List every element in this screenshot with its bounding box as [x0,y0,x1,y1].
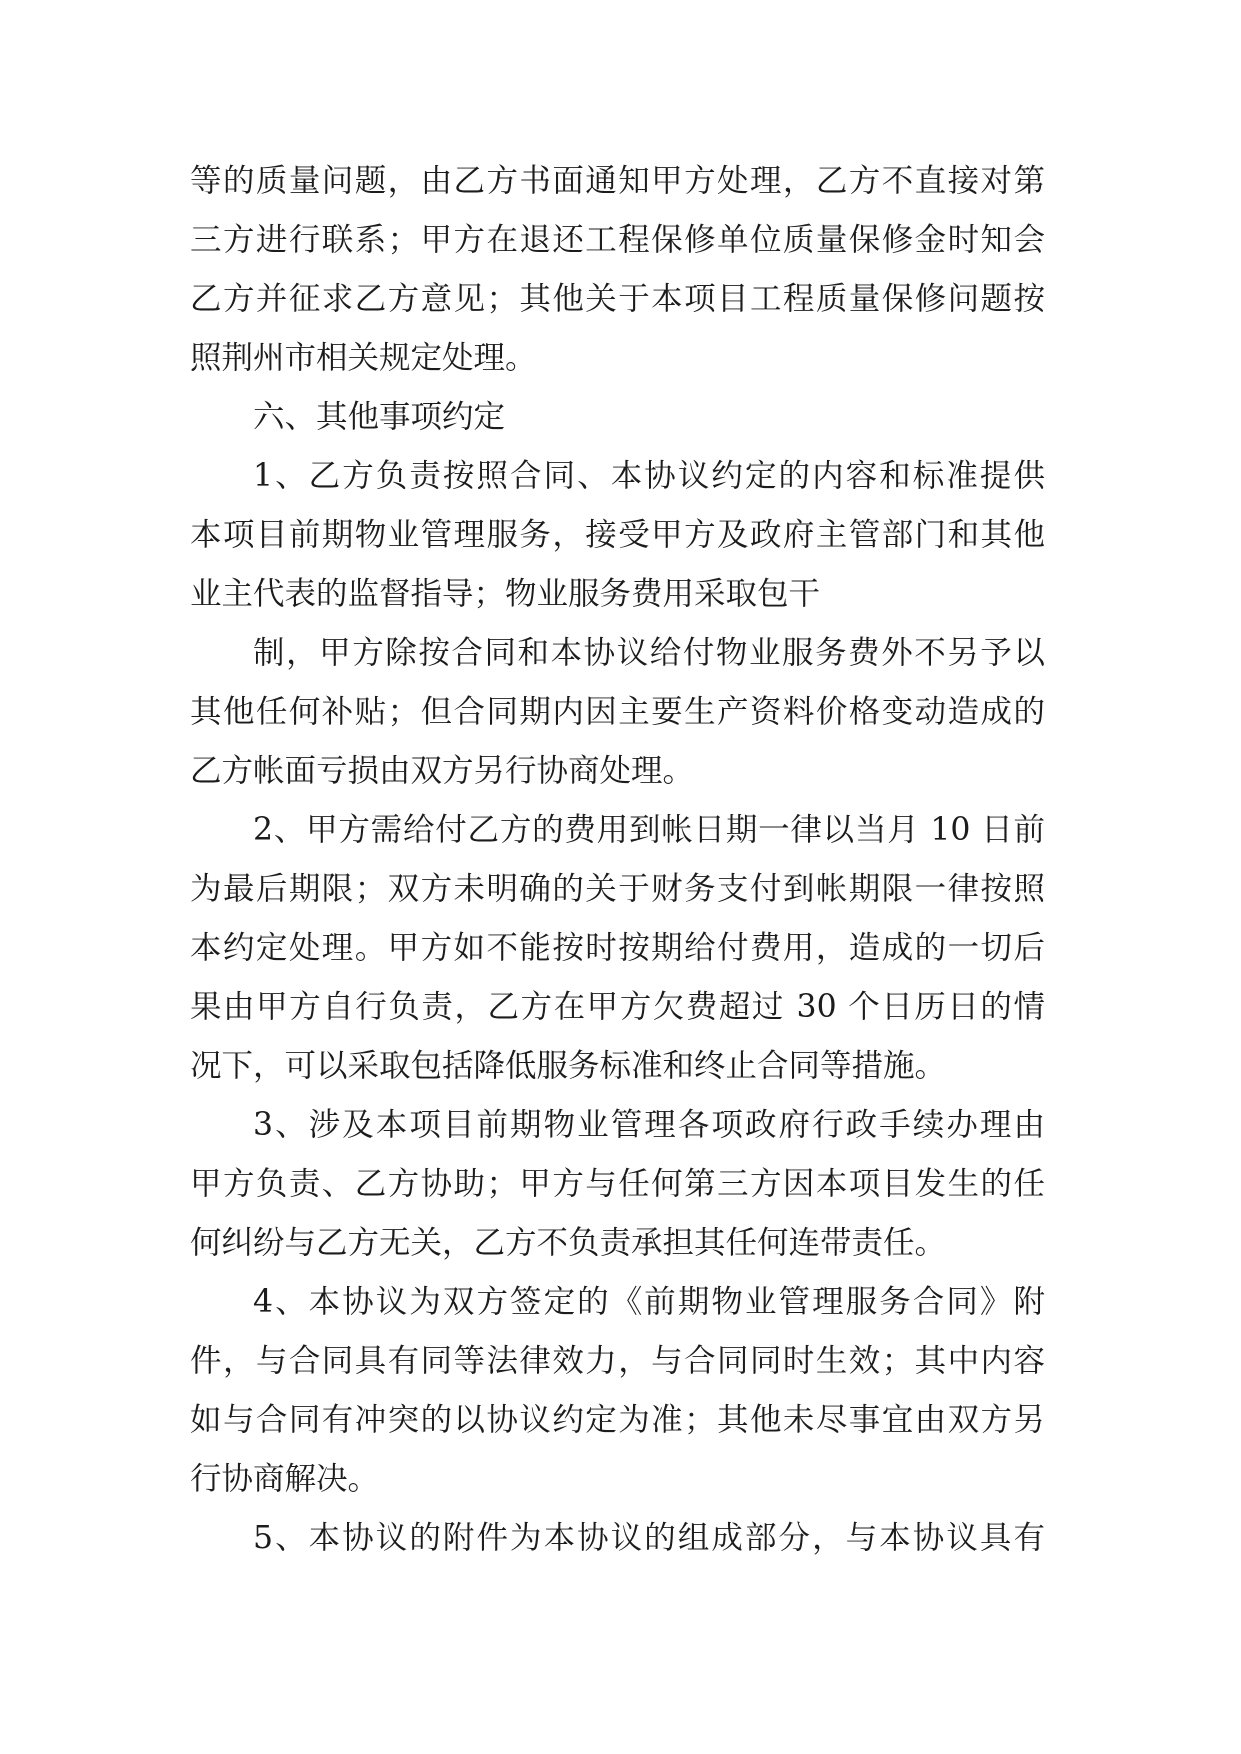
text-line: 业主代表的监督指导；物业服务费用采取包干 [190,576,821,612]
text-line: 件，与合同具有同等法律效力，与合同同时生效；其中内容 [190,1343,1045,1379]
text-line: 1、乙方负责按照合同、本协议约定的内容和标准提供 [253,458,1045,494]
text-line: 为最后期限；双方未明确的关于财务支付到帐期限一律按照 [190,871,1045,907]
text-line: 2、甲方需给付乙方的费用到帐日期一律以当月 10 日前 [253,812,1045,848]
text-line: 4、本协议为双方签定的《前期物业管理服务合同》附 [253,1284,1045,1320]
text-line: 何纠纷与乙方无关，乙方不负责承担其任何连带责任。 [190,1225,947,1261]
text-line: 如与合同有冲突的以协议约定为准；其他未尽事宜由双方另 [190,1402,1045,1438]
text-line: 本项目前期物业管理服务，接受甲方及政府主管部门和其他 [190,517,1045,553]
text-line: 乙方并征求乙方意见；其他关于本项目工程质量保修问题按 [190,281,1045,317]
text-line: 照荆州市相关规定处理。 [190,340,537,376]
text-line: 等的质量问题，由乙方书面通知甲方处理，乙方不直接对第 [190,163,1045,199]
text-line: 5、本协议的附件为本协议的组成部分，与本协议具有 [253,1520,1045,1556]
text-line: 乙方帐面亏损由双方另行协商处理。 [190,753,695,789]
text-line: 况下，可以采取包括降低服务标准和终止合同等措施。 [190,1048,947,1084]
text-line: 本约定处理。甲方如不能按时按期给付费用，造成的一切后 [190,930,1045,966]
text-line: 三方进行联系；甲方在退还工程保修单位质量保修金时知会 [190,222,1045,258]
text-line: 3、涉及本项目前期物业管理各项政府行政手续办理由 [253,1107,1045,1143]
section-heading: 六、其他事项约定 [253,399,506,435]
text-line: 制，甲方除按合同和本协议给付物业服务费外不另予以 [253,635,1045,671]
text-line: 其他任何补贴；但合同期内因主要生产资料价格变动造成的 [190,694,1045,730]
text-line: 甲方负责、乙方协助；甲方与任何第三方因本项目发生的任 [190,1166,1045,1202]
text-line: 行协商解决。 [190,1461,380,1497]
text-line: 果由甲方自行负责，乙方在甲方欠费超过 30 个日历日的情 [190,989,1045,1025]
